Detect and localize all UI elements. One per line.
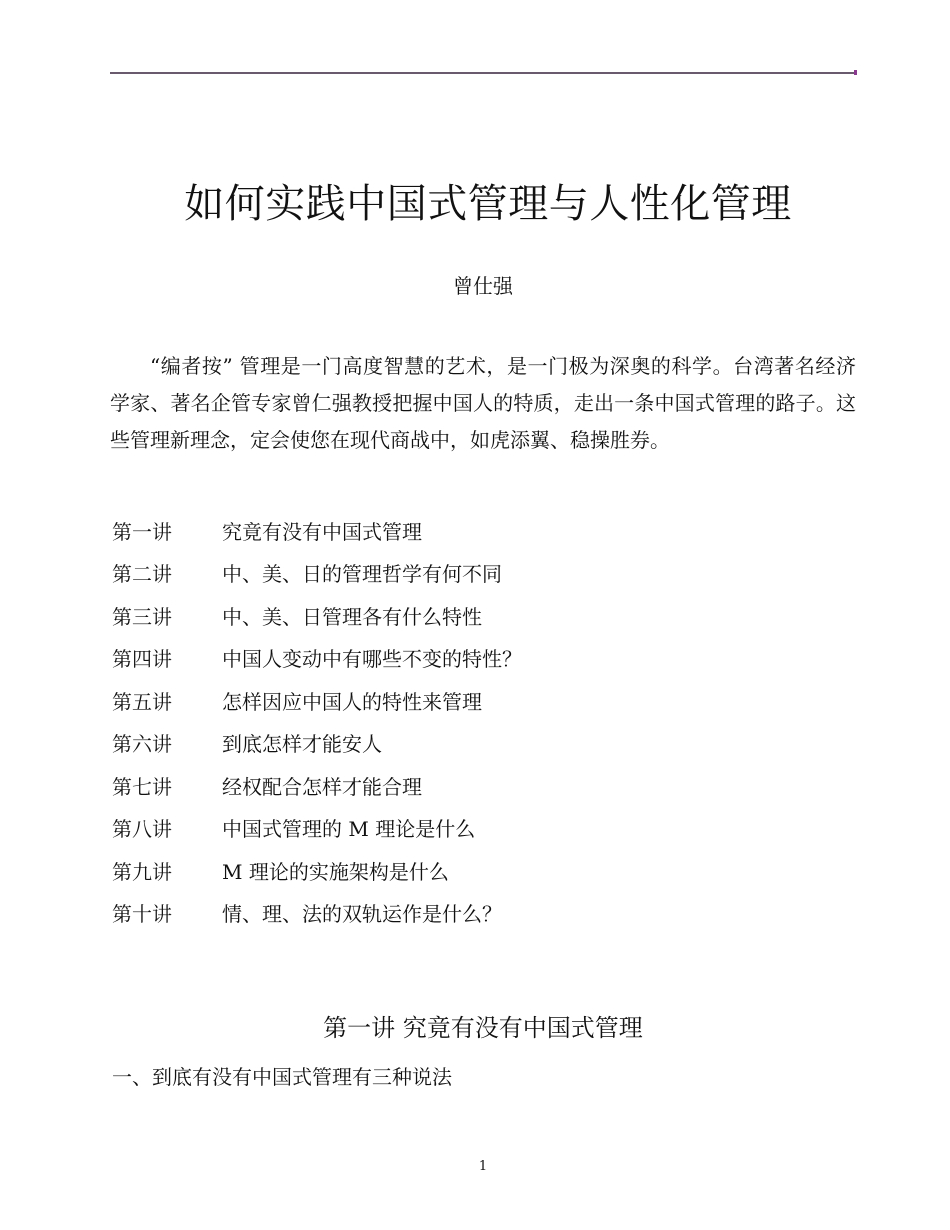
toc-item-number: 第五讲 — [112, 689, 172, 714]
toc-item — [112, 807, 812, 850]
toc-item-number: 第九讲 — [112, 859, 172, 884]
toc-item — [112, 509, 812, 552]
header-rule — [110, 72, 856, 74]
toc-item — [112, 764, 812, 807]
toc-item-number: 第六讲 — [112, 732, 172, 757]
toc-item-title: 中、美、日管理各有什么特性 — [222, 604, 482, 629]
toc-item-number: 第一讲 — [112, 519, 172, 544]
toc-item-title: 情、理、法的双轨运作是什么？ — [222, 902, 502, 927]
page-number: 1 — [478, 1159, 488, 1174]
toc-item-number: 第七讲 — [112, 774, 172, 799]
table-of-contents — [112, 509, 812, 934]
editor-note-paragraph: “编者按” 管理是一门高度智慧的艺术，是一门极为深奥的科学。台湾著名经济学家、著名企管专家曾仁强教授把握中国人的特质，走出一条中国式管理的路子。这些管理新理念，定会使您在现代商战中，如虎添翼、稳操胜券。 — [110, 354, 856, 452]
toc-item-number: 第三讲 — [112, 604, 172, 629]
toc-item-title: 经权配合怎样才能合理 — [222, 774, 422, 799]
toc-item-number: 第八讲 — [112, 817, 172, 842]
toc-item — [112, 594, 812, 637]
toc-item-title: 中国式管理的 M 理论是什么 — [222, 817, 476, 842]
toc-item-title: 中、美、日的管理哲学有何不同 — [222, 562, 502, 587]
document-title: 如何实践中国式管理与人性化管理 — [184, 181, 792, 227]
toc-item — [112, 722, 812, 765]
toc-item-number: 第十讲 — [112, 902, 172, 927]
toc-item — [112, 849, 812, 892]
chapter-heading: 第一讲 究竟有没有中国式管理 — [323, 1014, 643, 1042]
toc-item-number: 第二讲 — [112, 562, 172, 587]
chapter-subheading: 一、到底有没有中国式管理有三种说法 — [112, 1065, 452, 1089]
toc-item — [112, 892, 812, 935]
toc-item-title: 怎样因应中国人的特性来管理 — [222, 689, 482, 714]
toc-item — [112, 552, 812, 595]
toc-item — [112, 637, 812, 680]
toc-item-title: 究竟有没有中国式管理 — [222, 519, 422, 544]
toc-item — [112, 679, 812, 722]
author-name: 曾仕强 — [453, 274, 513, 298]
toc-item-title: 到底怎样才能安人 — [222, 732, 382, 757]
header-rule-endmark — [854, 70, 857, 75]
toc-item-title: 中国人变动中有哪些不变的特性？ — [222, 647, 522, 672]
toc-item-number: 第四讲 — [112, 647, 172, 672]
toc-item-title: M 理论的实施架构是什么 — [222, 859, 449, 884]
